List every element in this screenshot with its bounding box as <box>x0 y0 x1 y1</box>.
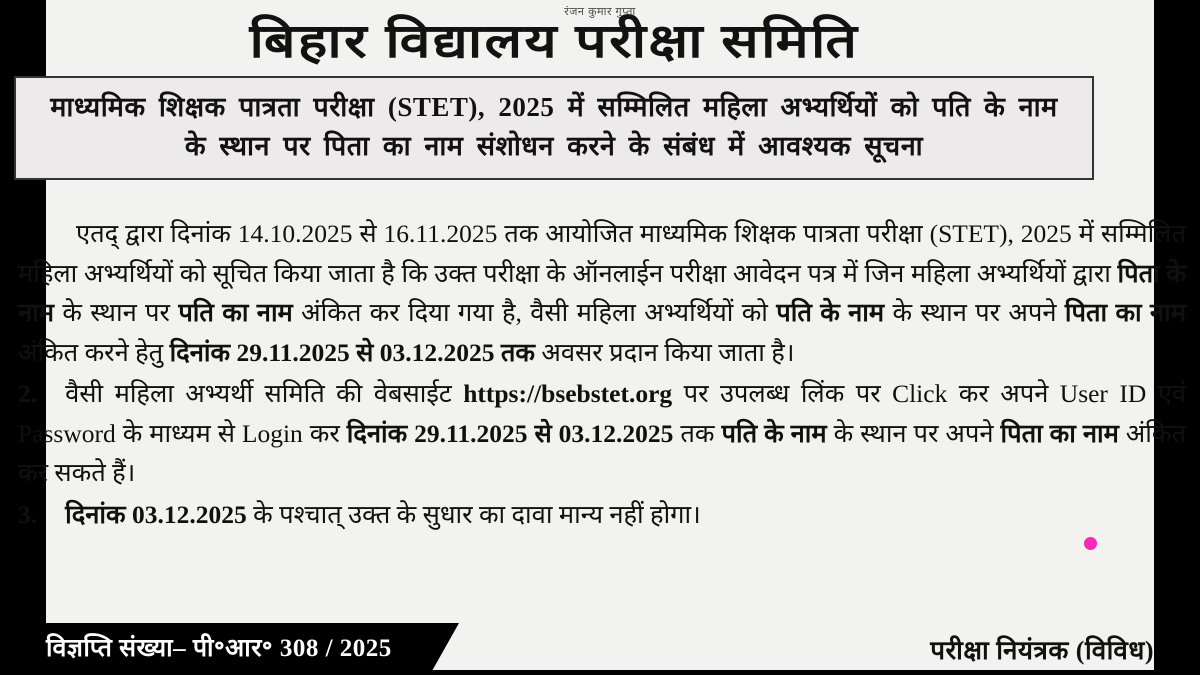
headline-box <box>14 76 1094 180</box>
pink-dot-artifact <box>1084 537 1097 550</box>
body-text: वैसी महिला अभ्यर्थी समिति की वेबसाईट <box>65 379 464 409</box>
body-text: अंकित करने हेतु <box>18 337 170 367</box>
emphasis-text: दिनांक 03.12.2025 <box>65 499 247 529</box>
bottom-black-strip <box>0 670 1200 675</box>
emphasis-text: https://bsebstet.org <box>463 379 673 409</box>
body-text: तक <box>673 418 722 448</box>
body-text: के पश्चात् उक्त के सुधार का दावा मान्य नहीं होगा। <box>246 499 701 529</box>
body-text: के स्थान पर अपने <box>826 418 1001 448</box>
emphasis-text: दिनांक 29.11.2025 से 03.12.2025 तक <box>169 337 536 367</box>
body-text: अंकित कर दिया गया है, वैसी महिला अभ्यर्थियों को <box>292 298 777 328</box>
paragraph-3 <box>18 495 1186 535</box>
paragraph-1 <box>18 214 1186 372</box>
credit-watermark: रंजन कुमार गुप्ता <box>564 6 636 18</box>
body-text: के स्थान पर <box>54 298 179 328</box>
masthead <box>8 14 1100 70</box>
paragraph-number: 3. <box>18 499 38 529</box>
notice-number-text: विज्ञप्ति संख्या– पी॰आर॰ 308 / 2025 <box>46 635 392 662</box>
notice-number-banner <box>0 623 432 671</box>
emphasis-text: दिनांक 29.11.2025 से 03.12.2025 <box>346 418 674 448</box>
notice-body <box>18 214 1186 536</box>
emphasis-text: पिता का नाम <box>1064 298 1186 328</box>
paragraph-number: 2. <box>18 379 38 409</box>
body-text: एतद् द्वारा दिनांक 14.10.2025 से 16.11.2025 तक आयोजित माध्यमिक शिक्षक पात्रता परीक्षा (STET), 2025 में सम्मिलित महिला अभ्यर्थियों को सूचित किया जाता है कि उक्त परीक्षा के ऑनलाईन परीक्षा आवेदन पत्र में जिन महिला अभ्यर्थियों द्वारा <box>18 219 1186 288</box>
emphasis-text: पिता के नाम <box>18 258 1186 328</box>
organization-title: बिहार विद्यालय परीक्षा समिति <box>249 15 859 68</box>
emphasis-text: पति के नाम <box>721 418 827 448</box>
body-text: के स्थान पर अपने <box>884 298 1065 328</box>
emphasis-text: पिता का नाम <box>1000 418 1119 448</box>
emphasis-text: पति के नाम <box>776 298 885 328</box>
body-text: अंकित कर सकते हैं। <box>18 418 1187 488</box>
notice-headline: माध्यमिक शिक्षक पात्रता परीक्षा (STET), 2025 में सम्मिलित महिला अभ्यर्थियों को पति के नाम के स्थान पर पिता का नाम संशोधन करने के संबंध में आवश्यक सूचना <box>50 92 1058 162</box>
paragraph-2 <box>18 374 1186 493</box>
body-text: पर उपलब्ध लिंक पर Click कर अपने User ID एवं Password के माध्यम से Login कर <box>18 379 1186 448</box>
emphasis-text: पति का नाम <box>178 298 293 328</box>
body-text: अवसर प्रदान किया जाता है। <box>535 337 795 367</box>
signatory: परीक्षा नियंत्रक (विविध) <box>930 636 1154 665</box>
